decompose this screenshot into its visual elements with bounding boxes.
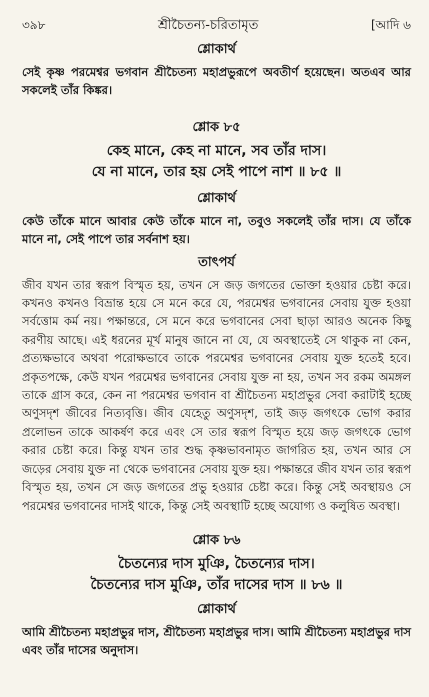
page-header [22,16,411,36]
page-number: ৩৯৮ [22,18,46,32]
purport-text: জীব যখন তার স্বরূপ বিস্মৃত হয়, তখন সে জড় জগতের ভোক্তা হওয়ার চেষ্টা করে। কখনও কখনও বিভ্রান্ত হয়ে সে মনে করে যে, পরমেশ্বর ভগবানের সেবায় যুক্ত হওয়া সর্বত্তোম কর্ম নয়। পক্ষান্তরে, সে মনে করে ভগবানের সেবা ছাড়া আরও অনেক কিছু করণীয় আছে। এই ধরনের মূর্খ মানুষ জানে না যে, যে অবস্থাতেই সে থাকুক না কেন, প্রত্যক্ষভাবে অথবা পরোক্ষভাবে তাকে পরমেশ্বর ভগবানের সেবায় যুক্ত হতেই হবে। প্রকৃতপক্ষে, কেউ যখন পরমেশ্বর ভগবানের সেবায় যুক্ত না হয়, তখন সব রকম অমঙ্গল তাকে গ্রাস করে, কেন না পরমেশ্বর ভগবান বা শ্রীচৈতন্য মহাপ্রভুর সেবা করাটাই হচ্ছে অণুসদৃশ জীবের নিত্যবৃত্তি। জীব যেহেতু অণুসদৃশ, তাই জড় জগৎকে ভোগ করার প্রলোভন তাকে আকর্ষণ করে এবং সে তার স্বরূপ বিস্মৃত হয়ে জড় জগৎকে ভোগ করার চেষ্টা করে। কিন্তু যখন তার শুদ্ধ কৃষ্ণভাবনামৃত জাগরিত হয়, তখন আর সে জড়ের সেবায় যুক্ত না থেকে ভগবানের সেবায় যুক্ত হয়। পক্ষান্তরে জীব যখন তার স্বরূপ বিস্মৃত হয়, তখন সে জড় জগতের প্রভু হওয়ার চেষ্টা করে। কিন্তু সেই অবস্থায়ও সে পরমেশ্বর ভগবানের দাসই থাকে, কিন্তু সেই অবস্থাটি হচ্ছে অযোগ্য ও কলুষিত অবস্থা। [22,277,411,513]
translation-heading: শ্লোকার্থ [197,190,236,206]
verse-line: চৈতন্যের দাস মুঞি, চৈতন্যের দাস। [118,555,315,572]
purport-heading: তাৎপর্য [198,254,235,270]
verse-heading: শ্লোক ৮৫ [192,119,241,135]
verse-line: চৈতন্যের দাস মুঞি, তাঁর দাসের দাস ॥ ৮৬ ॥ [90,576,343,593]
translation-text: কেউ তাঁকে মানে আবার কেউ তাঁকে মানে না, তবুও সকলেই তাঁর দাস। যে তাঁকে মানে না, সেই পাপে তার সর্বনাশ হয়। [22,213,411,247]
translation-heading: শ্লোকার্থ [197,42,236,57]
book-title: শ্রীচৈতন্য-চরিতামৃত [157,18,259,33]
section-label: [আদি ৬ [370,18,411,32]
verse-heading: শ্লোক ৮৬ [192,532,241,548]
verse-line: যে না মানে, তার হয় সেই পাপে নাশ ॥ ৮৫ ॥ [91,163,342,180]
translation-text: আমি শ্রীচৈতন্য মহাপ্রভুর দাস, শ্রীচৈতন্য মহাপ্রভুর দাস। আমি শ্রীচৈতন্য মহাপ্রভুর দাস এবং তাঁর দাসের অনুদাস। [22,624,411,658]
translation-heading: শ্লোকার্থ [197,601,236,617]
verse-line: কেহ মানে, কেহ না মানে, সব তাঁর দাস। [106,142,327,159]
translation-text: সেই কৃষ্ণ পরমেশ্বর ভগবান শ্রীচৈতন্য মহাপ্রভুরূপে অবতীর্ণ হয়েছেন। অতএব আর সকলেই তাঁর কিঙ্কর। [22,65,411,98]
